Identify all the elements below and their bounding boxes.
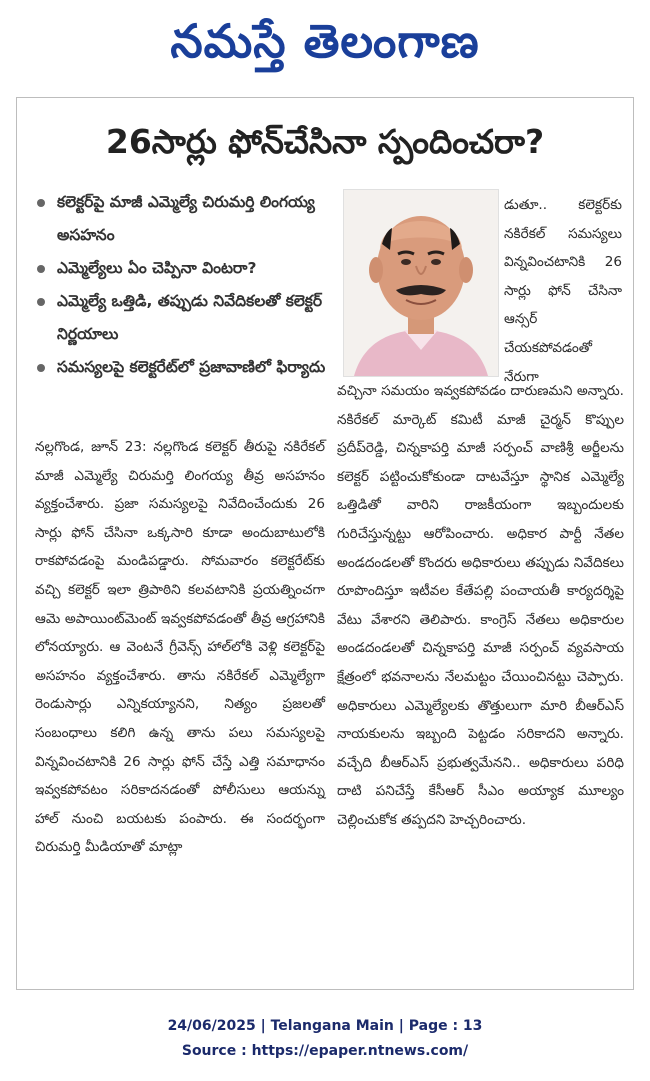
bullet-item: ఎమ్మెల్యేలు ఏం చెప్పినా వింటరా? — [35, 252, 335, 285]
portrait-photo — [343, 189, 499, 377]
highlight-bullets — [35, 186, 335, 384]
article-headline: 26సార్లు ఫోన్‌చేసినా స్పందించరా? — [105, 122, 545, 161]
bullet-item: ఎమ్మెల్యే ఒత్తిడి, తప్పుడు నివేదికలతో కలెక్టర్ నిర్ణయాలు — [35, 285, 335, 351]
article-body-right-top: డుతూ.. కలెక్టర్‌కు నకిరేకల్ సమస్యలు విన్నవించటానికి 26 సార్లు ఫోన్ చేసినా ఆన్సర్ చేయకపోవడంతో నేరుగా — [504, 197, 622, 385]
portrait-illustration — [344, 190, 498, 376]
footer-edition-info: 24/06/2025 | Telangana Main | Page : 13 — [167, 1018, 483, 1034]
article-body-left: నల్లగొండ, జూన్ 23: నల్లగొండ కలెక్టర్ తీరుపై నకిరేకల్ మాజీ ఎమ్మెల్యే చిరుమర్తి లింగయ్య తీవ్ర అసహనం వ్యక్తంచేశారు. ప్రజా సమస్యలపై నివేదించేందుకు 26 సార్లు ఫోన్ చేసినా ఒక్కసారి కూడా అందుబాటులోకి రాకపోవడంపై మండిపడ్డారు. సోమవారం కలెక్టరేట్‌కు వచ్చి కలెక్టర్ ఇలా త్రిపాఠిని కలవటానికి ప్రయత్నించగా ఆమె అపాయింట్‌మెంట్ ఇవ్వకపోవడంతో తీవ్ర ఆగ్రహానికి లోనయ్యారు. ఆ వెంటనే గ్రీవెన్స్ హాల్‌లోకి వెళ్లి కలెక్టర్‌పై అసహనం వ్యక్తంచేశారు. తాను నకిరేకల్ ఎమ్మెల్యేగా రెండుసార్లు ఎన్నికయ్యానని, నిత్యం ప్రజలతో సంబంధాలు కలిగి ఉన్న తాను పలు సమస్యలపై విన్నవించటానికి 26 సార్లు ఫోన్ చేస్తే ఎత్తి సమాధానం ఇవ్వకపోవటం సరికాదనడంతో పోలీసులు ఆయన్ను హాల్ నుంచి బయటకు పంపారు. ఈ సందర్భంగా చిరుమర్తి మీడియాతో మాట్లా — [35, 439, 325, 856]
bullet-dot-icon — [37, 265, 45, 273]
article-frame — [16, 97, 634, 990]
newspaper-masthead: నమస్తే తెలంగాణ — [170, 14, 480, 68]
article-body-right: వచ్చినా సమయం ఇవ్వకపోవడం దారుణమని అన్నారు. నకిరేకల్ మార్కెట్ కమిటీ మాజీ చైర్మన్ కొప్పుల ప్రదీప్‌రెడ్డి, చిన్నకాపర్తి మాజీ సర్పంచ్ వాణిశ్రీ అర్జీలను కలెక్టర్ పట్టించుకోకుండా దాటవేస్తూ స్థానిక ఎమ్మెల్యే ఒత్తిడితో వారిని రాజకీయంగా ఇబ్బందులకు గురిచేస్తున్నట్టు ఆరోపించారు. అధికార పార్టీ నేతల అండదండలతో కొందరు అధికారులు తప్పుడు నివేదికలు రూపొందిస్తూ ఇటీవల కేతేపల్లి పంచాయతీ కార్యదర్శిపై వేటు వేశారని తెలిపారు. కాంగ్రెస్ నేతలు అధికారుల అండదండలతో చిన్నకాపర్తి మాజీ సర్పంచ్ వ్యవసాయ క్షేత్రంలో భవనాలను నేలమట్టం చేయించినట్టు చెప్పారు. అధికారులు ఎమ్మెల్యేలకు తొత్తులుగా మారి బీఆర్‌ఎస్ నాయకులను ఇబ్బంది పెట్టడం సరికాదని అన్నారు. వచ్చేది బీఆర్‌ఎస్ ప్రభుత్వమేనని.. అధికారులు పరిధి దాటి పనిచేస్తే కేసీఆర్ సీఎం అయ్యాక మూల్యం చెల్లించుకోక తప్పదని హెచ్చరించారు. — [337, 383, 624, 828]
bullet-dot-icon — [37, 199, 45, 207]
bullet-item: కలెక్టర్‌పై మాజీ ఎమ్మెల్యే చిరుమర్తి లింగయ్య అసహనం — [35, 186, 335, 252]
footer-source-link[interactable]: Source : https://epaper.ntnews.com/ — [181, 1043, 469, 1059]
bullet-item: సమస్యలపై కలెక్టరేట్‌లో ప్రజావాణిలో ఫిర్యాదు — [35, 351, 335, 384]
bullet-dot-icon — [37, 364, 45, 372]
bullet-dot-icon — [37, 298, 45, 306]
